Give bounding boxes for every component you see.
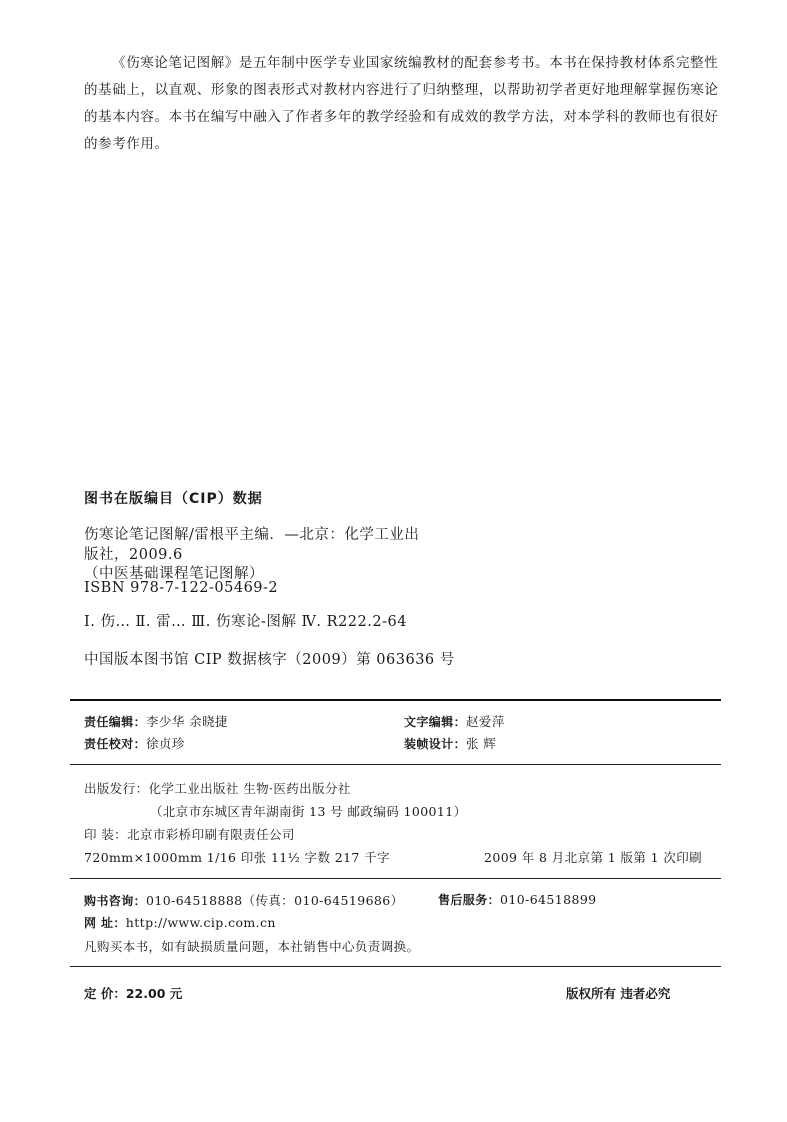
- text-editor: [404, 712, 505, 730]
- cover-designer-value: 张 辉: [466, 736, 497, 751]
- divider: [70, 966, 721, 967]
- cip-publisher-line: 版社，2009.6: [84, 547, 183, 563]
- publisher: [84, 779, 351, 797]
- cover-designer: [404, 734, 496, 752]
- publisher-address: （北京市东城区青年湖南街 13 号 邮政编码 100011）: [150, 804, 467, 819]
- aftersale-label: 售后服务：: [438, 893, 501, 907]
- cip-classification-line: Ⅰ. 伤… Ⅱ. 雷… Ⅲ. 伤寒论-图解 Ⅳ. R222.2-64: [84, 614, 407, 630]
- purchase-value: 010-64518888（传真：010-64519686）: [146, 893, 404, 908]
- divider: [70, 699, 721, 701]
- print-specs: 720mm×1000mm 1/16 印张 11½ 字数 217 千字: [84, 850, 390, 865]
- quality-notice: 凡购买本书，如有缺损质量问题，本社销售中心负责调换。: [84, 939, 420, 954]
- text-editor-value: 赵爱萍: [466, 714, 505, 729]
- copyright-notice: 版权所有 违者必究: [566, 986, 671, 1001]
- divider: [70, 878, 721, 879]
- cip-title-line: 伤寒论笔记图解/雷根平主编．—北京：化学工业出: [84, 527, 420, 543]
- text-editor-label: 文字编辑：: [404, 715, 467, 729]
- printer-label: 印 装：: [84, 827, 128, 842]
- aftersale-contact: [438, 891, 597, 908]
- publisher-value: 化学工业出版社 生物·医药出版分社: [148, 781, 351, 796]
- website-value[interactable]: http://www.cip.com.cn: [125, 915, 276, 930]
- printer: [84, 825, 295, 843]
- cip-isbn-line: ISBN 978-7-122-05469-2: [84, 580, 279, 596]
- responsible-editor-value: 李少华 余晓捷: [146, 714, 228, 729]
- edition-info: 2009 年 8 月北京第 1 版第 1 次印刷: [484, 850, 703, 865]
- divider: [70, 764, 721, 765]
- proofreader-value: 徐贞珍: [146, 736, 185, 751]
- cover-designer-label: 装帧设计：: [404, 737, 467, 751]
- intro-paragraph: 《伤寒论笔记图解》是五年制中医学专业国家统编教材的配套参考书。本书在保持教材体系完整性的基础上，以直观、形象的图表形式对教材内容进行了归纳整理，以帮助初学者更好地理解掌握伤寒论的基本内容。本书在编写中融入了作者多年的教学经验和有成效的教学方法，对本学科的教师也有很好的参考作用。: [84, 55, 719, 152]
- proofreader-label: 责任校对：: [84, 737, 147, 751]
- printer-value: 北京市彩桥印刷有限责任公司: [127, 827, 295, 842]
- cip-heading: 图书在版编目（CIP）数据: [84, 491, 263, 507]
- purchase-contact: [84, 891, 404, 909]
- purchase-label: 购书咨询：: [84, 894, 147, 908]
- publisher-label: 出版发行：: [84, 781, 149, 796]
- price: [84, 984, 182, 1002]
- cip-core-number-line: 中国版本图书馆 CIP 数据核字（2009）第 063636 号: [84, 652, 455, 668]
- price-label: 定 价：: [84, 986, 126, 1001]
- proofreader: [84, 734, 185, 752]
- website: [84, 914, 276, 931]
- responsible-editor: [84, 712, 228, 730]
- responsible-editor-label: 责任编辑：: [84, 715, 147, 729]
- aftersale-value: 010-64518899: [500, 892, 597, 907]
- cip-series-line: （中医基础课程笔记图解）: [84, 566, 264, 582]
- price-value: 22.00 元: [125, 986, 183, 1001]
- website-label: 网 址：: [84, 916, 126, 930]
